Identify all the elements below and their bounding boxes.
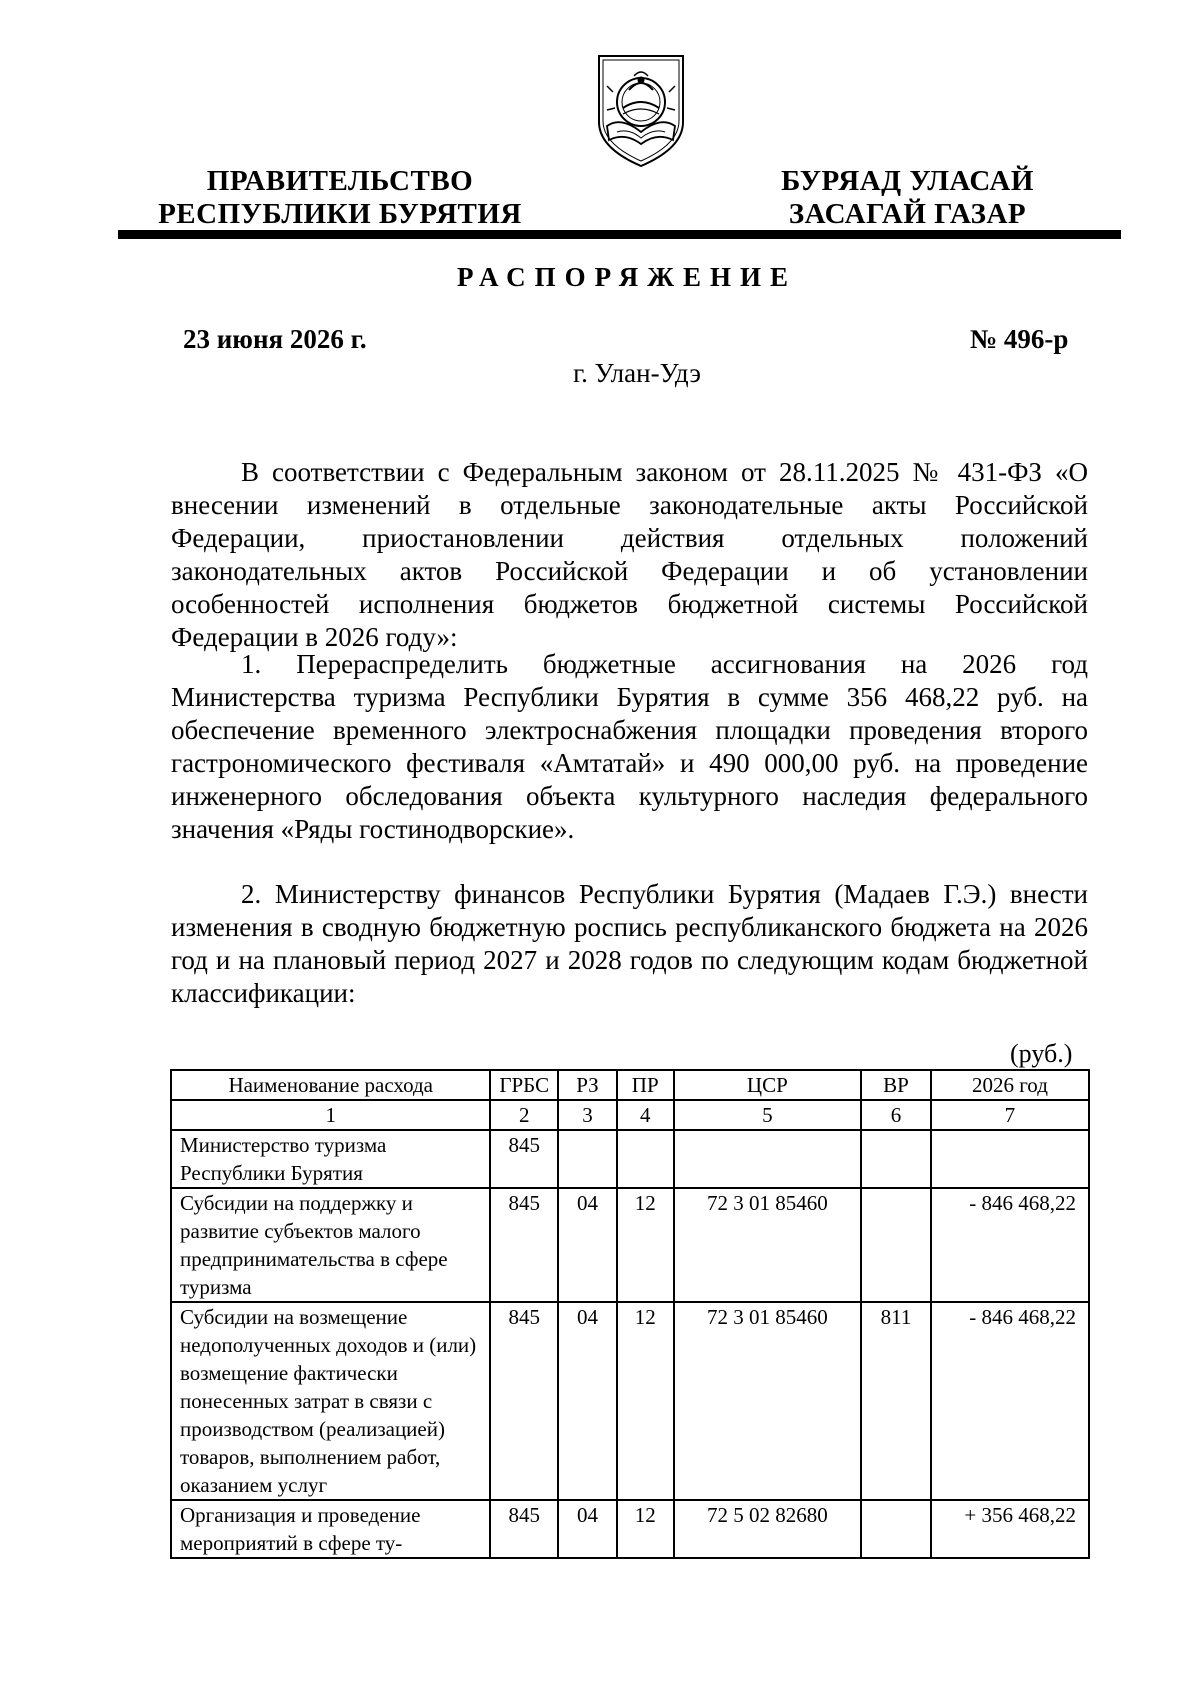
csr-cell [674, 1130, 862, 1188]
column-number-cell: 4 [617, 1100, 674, 1130]
amount-cell: - 846 468,22 [931, 1188, 1089, 1302]
header-cell-expense-name: Наименование расхода [171, 1070, 490, 1100]
header-cell-pr: ПР [617, 1070, 674, 1100]
document-number: № 496-р [970, 324, 1069, 354]
rz-cell: 04 [558, 1188, 617, 1302]
clause-2-paragraph: 2. Министерству финансов Республики Бурятия (Мадаев Г.Э.) внести изменения в сводную бюджетную роспись республиканского бюджета на 2026 год и на плановый период 2027 и 2028 годов по следующим кодам бюджетной классификации: [171, 879, 1088, 1008]
expense-name-cell: Субсидии на поддержку и развитие субъектов малого предпринимательства в сфере туризма [171, 1188, 490, 1302]
header-cell-rz: РЗ [558, 1070, 617, 1100]
table-row [171, 1500, 1089, 1558]
document-title: РАСПОРЯЖЕНИЕ [456, 262, 798, 292]
csr-cell: 72 3 01 85460 [674, 1188, 862, 1302]
rz-cell: 04 [558, 1302, 617, 1500]
column-number-cell: 7 [931, 1100, 1089, 1130]
vr-cell [861, 1130, 931, 1188]
csr-cell: 72 5 02 82680 [674, 1500, 862, 1558]
issuer-name-russian-line1: ПРАВИТЕЛЬСТВО [206, 165, 474, 197]
clause-1-paragraph: 1. Перераспределить бюджетные ассигнования на 2026 год Министерства туризма Республики Бурятия в сумме 356 468,22 руб. на обеспечение временного электроснабжения площадки проведения второго гастрономического фестиваля «Амтатай» и 490 000,00 руб. на проведение инженерного обследования объекта культурного наследия федерального значения «Ряды гостинодворские». [171, 649, 1088, 844]
amount-cell [931, 1130, 1089, 1188]
amount-cell: + 356 468,22 [931, 1500, 1089, 1558]
grbs-cell: 845 [490, 1130, 558, 1188]
currency-unit-label: (руб.) [1010, 1039, 1073, 1068]
document-date: 23 июня 2026 г. [183, 324, 367, 354]
issuer-name-buryat-line1: БУРЯАД УЛАСАЙ [781, 165, 1034, 197]
header-divider [118, 230, 1121, 239]
grbs-cell: 845 [490, 1302, 558, 1500]
document-city: г. Улан-Удэ [573, 358, 701, 388]
column-number-row [171, 1100, 1089, 1130]
vr-cell [861, 1500, 931, 1558]
pr-cell: 12 [617, 1188, 674, 1302]
grbs-cell: 845 [490, 1500, 558, 1558]
table-header-row [171, 1070, 1089, 1100]
column-number-cell: 3 [558, 1100, 617, 1130]
header-cell-year: 2026 год [931, 1070, 1089, 1100]
header-cell-csr: ЦСР [674, 1070, 862, 1100]
column-number-cell: 1 [171, 1100, 490, 1130]
budget-classification-table [170, 1069, 1090, 1559]
issuer-name-buryat-line2: ЗАСАГАЙ ГАЗАР [788, 198, 1027, 230]
column-number-cell: 6 [861, 1100, 931, 1130]
column-number-cell: 2 [490, 1100, 558, 1130]
rz-cell [558, 1130, 617, 1188]
pr-cell: 12 [617, 1302, 674, 1500]
amount-cell: - 846 468,22 [931, 1302, 1089, 1500]
coat-of-arms-emblem [593, 52, 689, 170]
republic-of-buryatia-coat-of-arms-icon [593, 52, 689, 170]
table-row [171, 1188, 1089, 1302]
header-cell-vr: ВР [861, 1070, 931, 1100]
expense-name-cell: Субсидии на возмещение недополученных доходов и (или) возмещение фактически понесенных затрат в связи с производством (реализацией) товаров, выполнением работ, оказанием услуг [171, 1302, 490, 1500]
issuer-name-russian [140, 165, 540, 231]
table-row [171, 1130, 1089, 1188]
header-cell-grbs: ГРБС [490, 1070, 558, 1100]
table-row [171, 1302, 1089, 1500]
rz-cell: 04 [558, 1500, 617, 1558]
issuer-name-buryat [735, 165, 1080, 231]
expense-name-cell: Министерство туризма Республики Бурятия [171, 1130, 490, 1188]
vr-cell: 811 [861, 1302, 931, 1500]
vr-cell [861, 1188, 931, 1302]
issuer-name-russian-line2: РЕСПУБЛИКИ БУРЯТИЯ [158, 198, 522, 230]
csr-cell: 72 3 01 85460 [674, 1302, 862, 1500]
grbs-cell: 845 [490, 1188, 558, 1302]
column-number-cell: 5 [674, 1100, 862, 1130]
preamble-paragraph: В соответствии с Федеральным законом от 28.11.2025 № 431-ФЗ «О внесении изменений в отдельные законодательные акты Российской Федерации, приостановлении действия отдельных положений законодательных актов Российской Федерации и об установлении особенностей исполнения бюджетов бюджетной системы Российской Федерации в 2026 году»: [171, 457, 1088, 652]
expense-name-cell: Организация и проведение мероприятий в сфере ту- [171, 1500, 490, 1558]
pr-cell [617, 1130, 674, 1188]
pr-cell: 12 [617, 1500, 674, 1558]
